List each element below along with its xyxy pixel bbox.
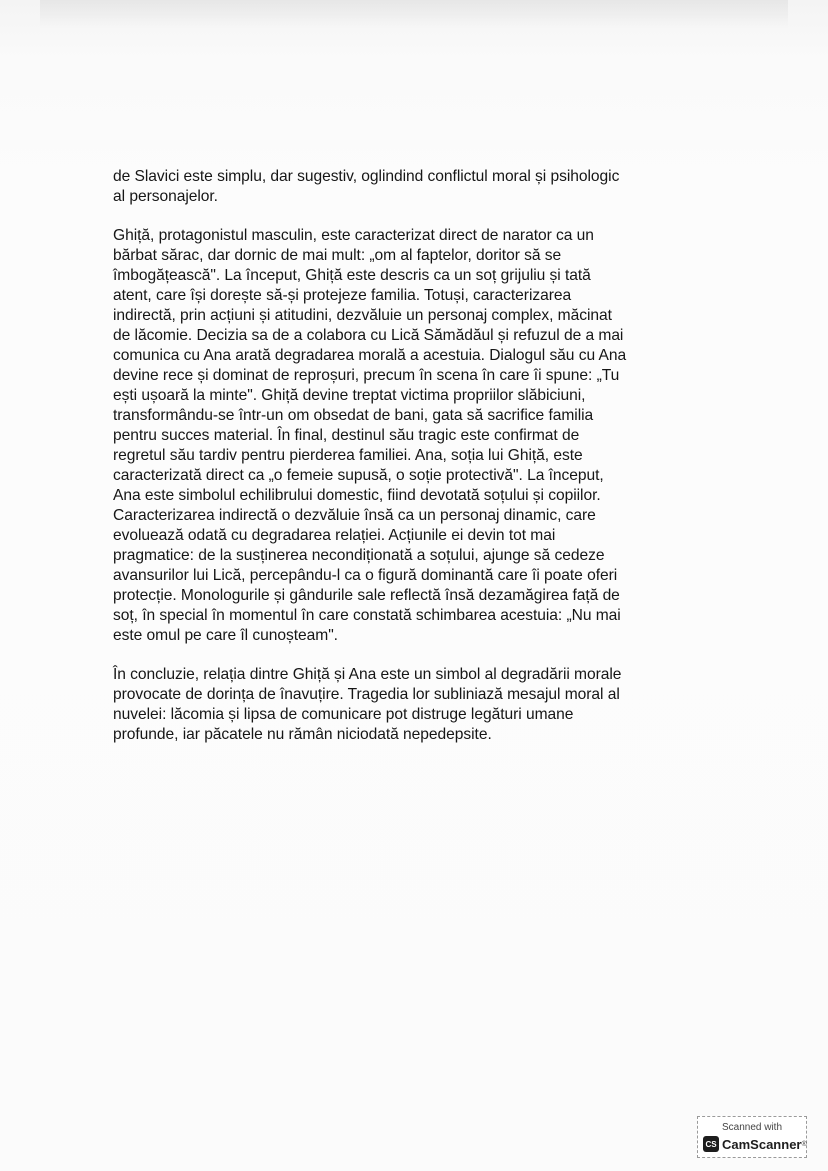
text-line: al personajelor.: [113, 188, 218, 205]
text-line: nuvelei: lăcomia și lipsa de comunicare pot distruge legături umane: [113, 706, 574, 723]
text-line: bărbat sărac, dar dornic de mai mult: „om al faptelor, doritor să se: [113, 247, 562, 264]
text-line: Ana este simbolul echilibrului domestic, fiind devotată soțului și copiilor.: [113, 487, 601, 504]
watermark-caption: Scanned with: [721, 1122, 783, 1133]
watermark-brand-row: [703, 1136, 807, 1152]
camscanner-logo-icon: CS: [703, 1136, 719, 1152]
text-line: În concluzie, relația dintre Ghiță și Ana este un simbol al degradării morale: [113, 666, 622, 683]
paragraph-3: [113, 665, 713, 745]
camscanner-watermark: [697, 1116, 807, 1158]
text-line: pentru succes material. În final, destinul său tragic este confirmat de: [113, 427, 580, 444]
essay-body: [113, 167, 713, 764]
paragraph-1: [113, 167, 713, 207]
text-line: pragmatice: de la susținerea necondiționată a soțului, ajunge să cedeze: [113, 547, 605, 564]
text-line: ești ușoară la minte". Ghiță devine treptat victima propriilor slăbiciuni,: [113, 387, 586, 404]
text-line: de lăcomie. Decizia sa de a colabora cu Lică Sămădăul și refuzul de a mai: [113, 327, 624, 344]
text-line: este omul pe care îl cunoșteam".: [113, 627, 338, 644]
text-line: Caracterizarea indirectă o dezvăluie însă ca un personaj dinamic, care: [113, 507, 596, 524]
trademark-symbol: ®: [801, 1140, 807, 1148]
text-line: devine rece și dominat de reproșuri, precum în scena în care îi spune: „Tu: [113, 367, 620, 384]
text-line: evoluează odată cu degradarea relației. Acțiunile ei devin tot mai: [113, 527, 556, 544]
text-line: regretul său tardiv pentru pierderea familiei. Ana, soția lui Ghiță, este: [113, 447, 583, 464]
paragraph-2: [113, 226, 713, 646]
text-line: Ghiță, protagonistul masculin, este caracterizat direct de narator ca un: [113, 227, 594, 244]
text-line: avansurilor lui Lică, percepându-l ca o figură dominantă care îi poate oferi: [113, 567, 618, 584]
text-line: indirectă, prin acțiuni și atitudini, dezvăluie un personaj complex, măcinat: [113, 307, 612, 324]
scan-edge-shadow: [40, 0, 788, 28]
watermark-brand: CamScanner: [722, 1136, 802, 1152]
text-line: îmbogățească". La început, Ghiță este descris ca un soț grijuliu și tată: [113, 267, 591, 284]
text-line: comunica cu Ana arată degradarea morală a acestuia. Dialogul său cu Ana: [113, 347, 627, 364]
text-line: protecție. Monologurile și gândurile sale reflectă însă dezamăgirea față de: [113, 587, 620, 604]
text-line: transformându-se într-un om obsedat de bani, gata să sacrifice familia: [113, 407, 594, 424]
text-line: soț, în special în momentul în care constată schimbarea acestuia: „Nu mai: [113, 607, 621, 624]
text-line: provocate de dorința de înavuțire. Tragedia lor subliniază mesajul moral al: [113, 686, 620, 703]
text-line: caracterizată direct ca „o femeie supusă, o soție protectivă". La început,: [113, 467, 604, 484]
text-line: profunde, iar păcatele nu rămân niciodată nepedepsite.: [113, 726, 492, 743]
text-line: atent, care își dorește să-și protejeze familia. Totuși, caracterizarea: [113, 287, 572, 304]
text-line: de Slavici este simplu, dar sugestiv, oglindind conflictul moral și psihologic: [113, 168, 620, 185]
